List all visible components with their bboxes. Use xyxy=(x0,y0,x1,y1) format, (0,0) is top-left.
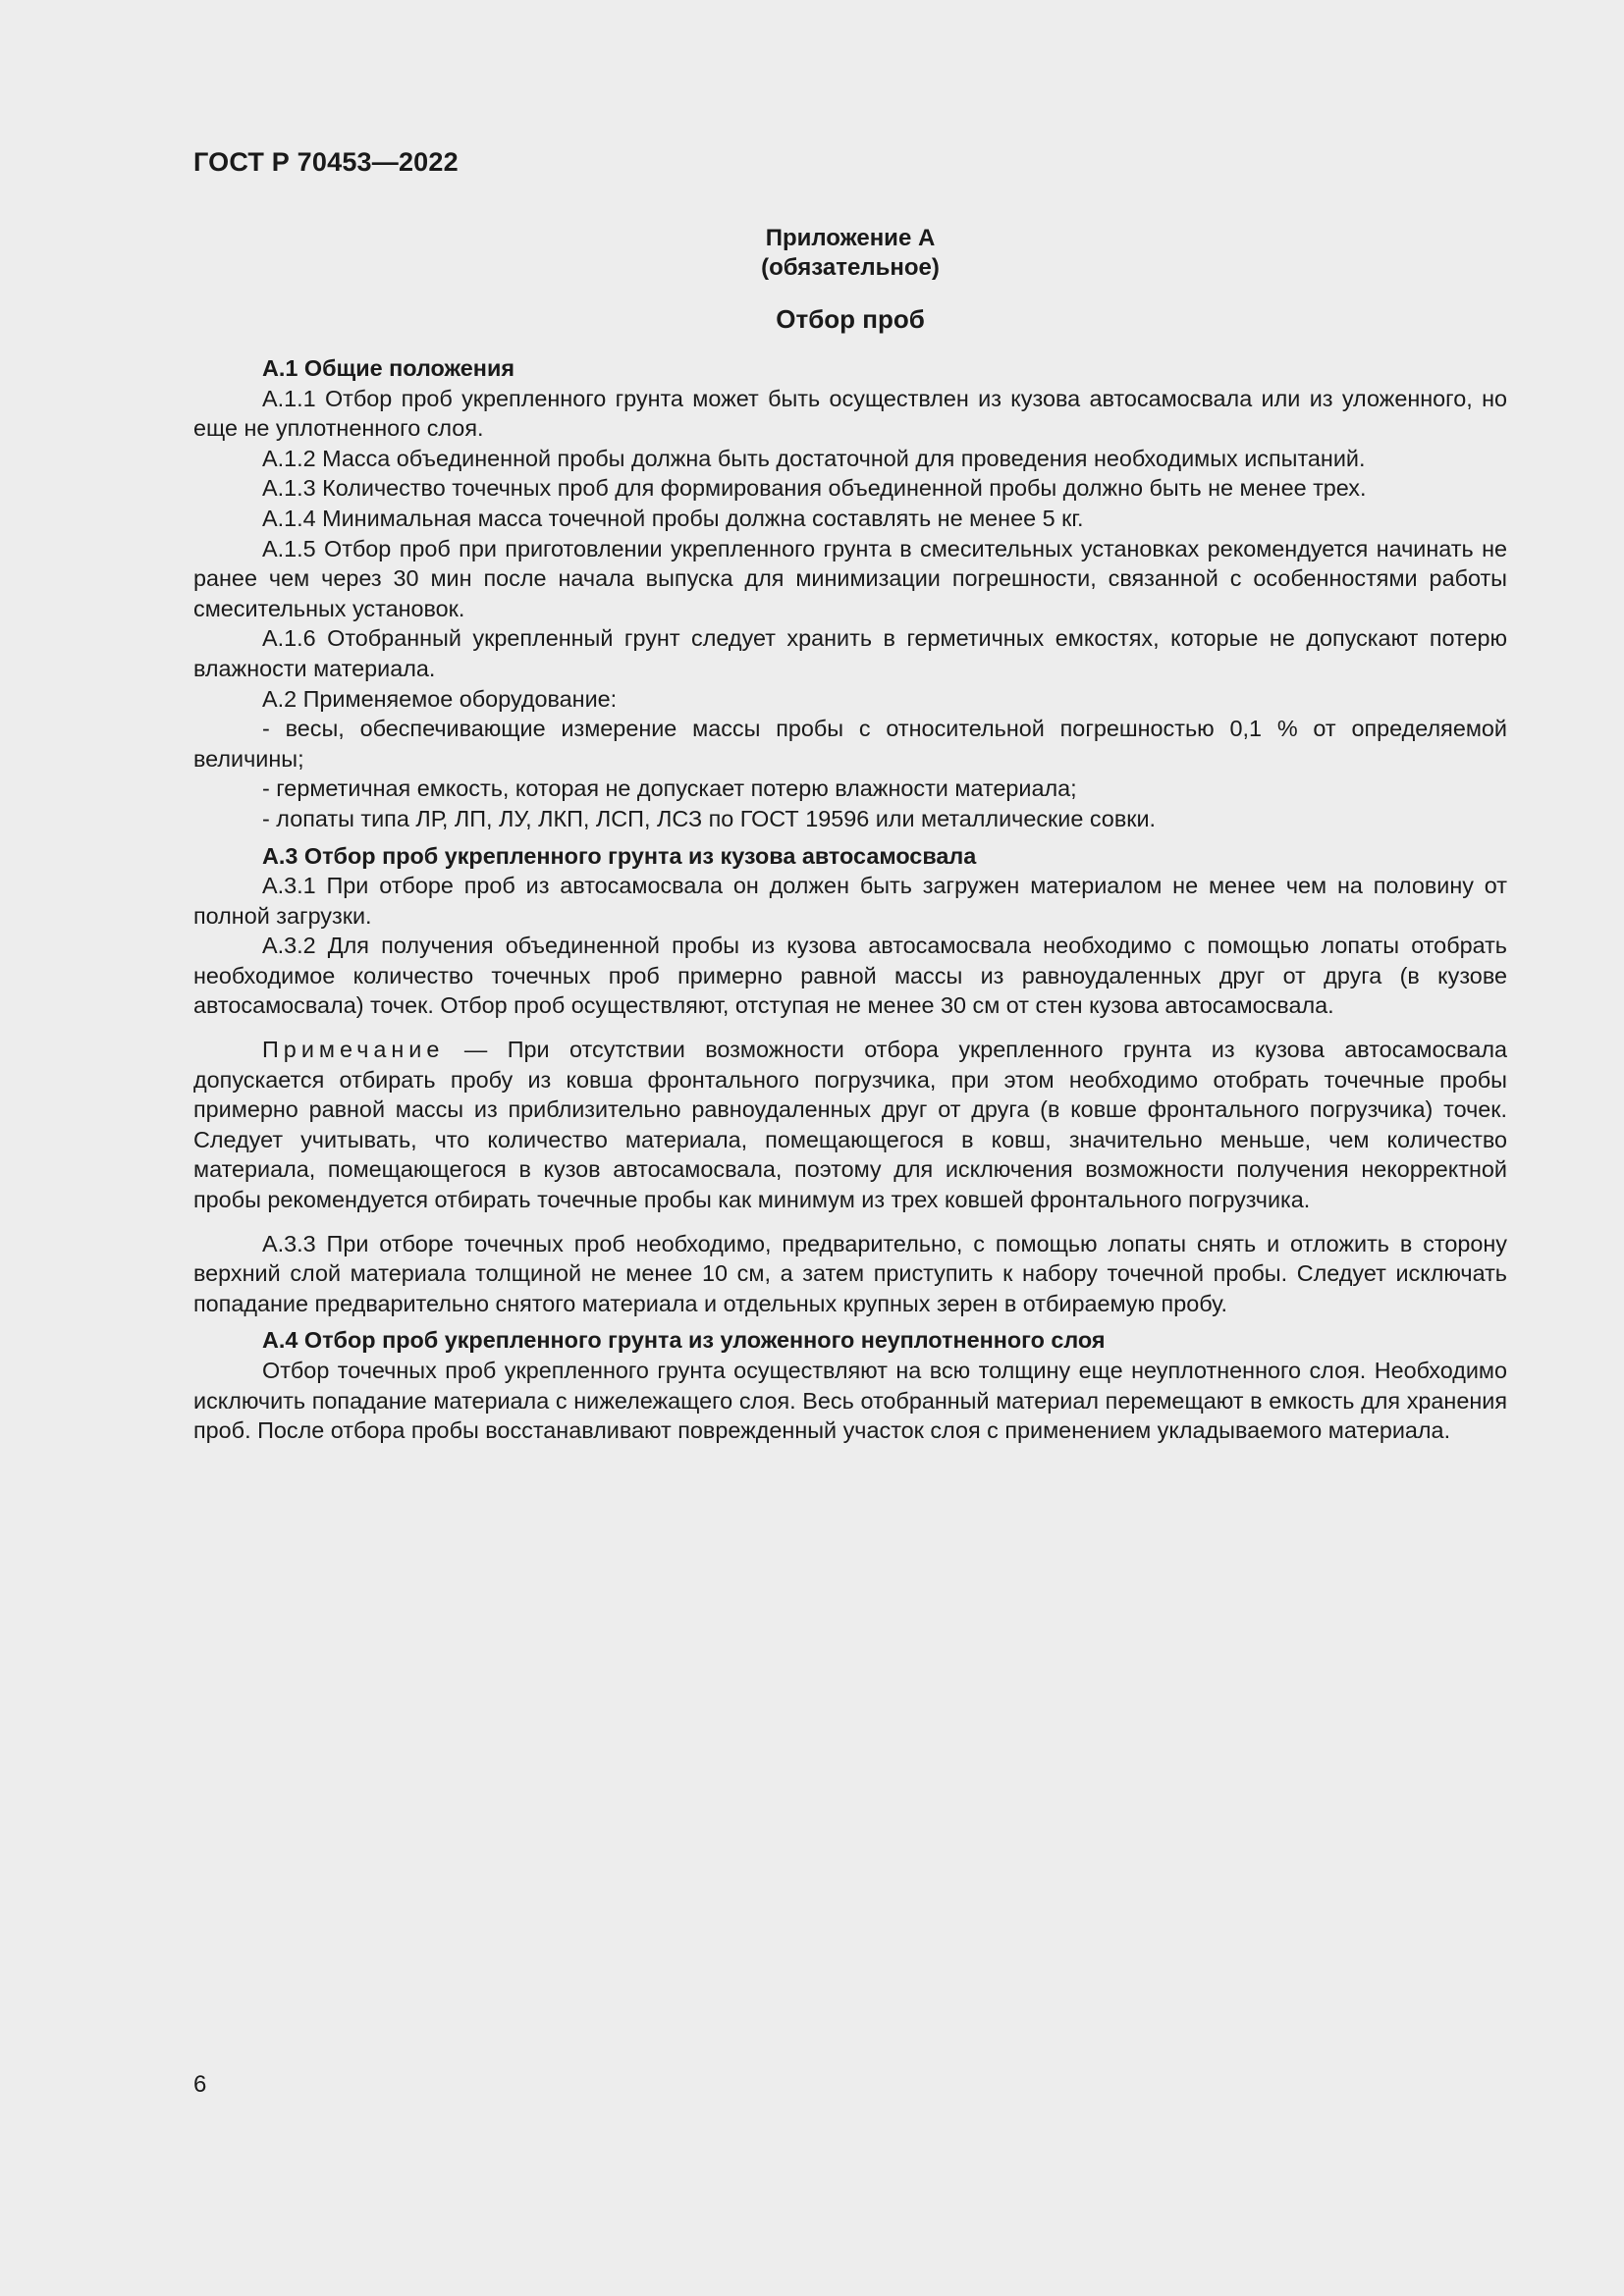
paragraph-a1-6: А.1.6 Отобранный укрепленный грунт следует хранить в герметичных емкостях, которые не допускают потерю влажности материала. xyxy=(193,625,1507,681)
appendix-title: Приложение А xyxy=(765,225,936,251)
paragraph-a3-1: А.3.1 При отборе проб из автосамосвала он должен быть загружен материалом не менее чем на половину от полной загрузки. xyxy=(193,873,1507,929)
list-item-scales: - весы, обеспечивающие измерение массы пробы с относительной погрешностью 0,1 % от определяемой величины; xyxy=(193,716,1507,772)
heading-a1: А.1 Общие положения xyxy=(262,355,514,381)
section-title: Отбор проб xyxy=(776,304,925,334)
heading-a3: А.3 Отбор проб укрепленного грунта из кузова автосамосвала xyxy=(262,842,977,869)
page-number: 6 xyxy=(193,2071,207,2098)
paragraph-a1-1: А.1.1 Отбор проб укрепленного грунта может быть осуществлен из кузова автосамосвала или из уложенного, но еще не уплотненного слоя. xyxy=(193,385,1507,442)
paragraph-a1-5: А.1.5 Отбор проб при приготовлении укрепленного грунта в смесительных установках рекомендуется начинать не ранее чем через 30 мин после начала выпуска для минимизации погрешности, связанной с особенностями работы смесительных установок. xyxy=(193,535,1507,621)
heading-a4: А.4 Отбор проб укрепленного грунта из уложенного неуплотненного слоя xyxy=(262,1327,1106,1354)
document-code-header: ГОСТ Р 70453—2022 xyxy=(193,147,459,177)
list-item-container: - герметичная емкость, которая не допускает потерю влажности материала; xyxy=(262,775,1077,802)
note-paragraph xyxy=(193,1035,1507,1215)
list-item-shovels: - лопаты типа ЛР, ЛП, ЛУ, ЛКП, ЛСП, ЛСЗ по ГОСТ 19596 или металлические совки. xyxy=(262,805,1157,831)
appendix-subtitle: (обязательное) xyxy=(761,254,940,281)
paragraph-a3-3: А.3.3 При отборе точечных проб необходимо, предварительно, с помощью лопаты снять и отложить в сторону верхний слой материала толщиной не менее 10 см, а затем приступить к набору точечной пробы. Следует исключать попадание предварительно снятого материала и отдельных крупных зерен в отбираемую пробу. xyxy=(193,1230,1507,1316)
note-label: Примечание xyxy=(262,1037,445,1063)
paragraph-a4: Отбор точечных проб укрепленного грунта осуществляют на всю толщину еще неуплотненного слоя. Необходимо исключить попадание материала с нижележащего слоя. Весь отобранный материал перемещают в емкость для хранения проб. После отбора пробы восстанавливают поврежденный участок слоя с применением укладываемого материала. xyxy=(193,1358,1507,1444)
paragraph-a1-4: А.1.4 Минимальная масса точечной пробы должна составлять не менее 5 кг. xyxy=(262,505,1084,531)
note-text: — При отсутствии возможности отбора укрепленного грунта из кузова автосамосвала допускается отбирать пробу из ковша фронтального погрузчика, при этом необходимо отобрать точечные пробы примерно равной массы из приблизительно равноудаленных друг от друга (в ковше фронтального погрузчика) точек. Следует учитывать, что количество материала, помещающегося в ковш, значительно меньше, чем количество материала, помещающегося в кузов автосамосвала, поэтому для исключения возможности получения некорректной пробы рекомендуется отбирать точечные пробы как минимум из трех ковшей фронтального погрузчика. xyxy=(193,1037,1507,1213)
paragraph-a2-heading: А.2 Применяемое оборудование: xyxy=(262,685,618,712)
paragraph-a1-2: А.1.2 Масса объединенной пробы должна быть достаточной для проведения необходимых испытаний. xyxy=(262,445,1366,471)
document-body xyxy=(193,224,1507,1446)
paragraph-a1-3: А.1.3 Количество точечных проб для формирования объединенной пробы должно быть не менее трех. xyxy=(262,475,1367,502)
paragraph-a3-2: А.3.2 Для получения объединенной пробы из кузова автосамосвала необходимо с помощью лопаты отобрать необходимое количество точечных проб примерно равной массы из равноудаленных друг от друга (в кузове автосамосвала) точек. Отбор проб осуществляют, отступая не менее 30 см от стен кузова автосамосвала. xyxy=(193,933,1507,1019)
